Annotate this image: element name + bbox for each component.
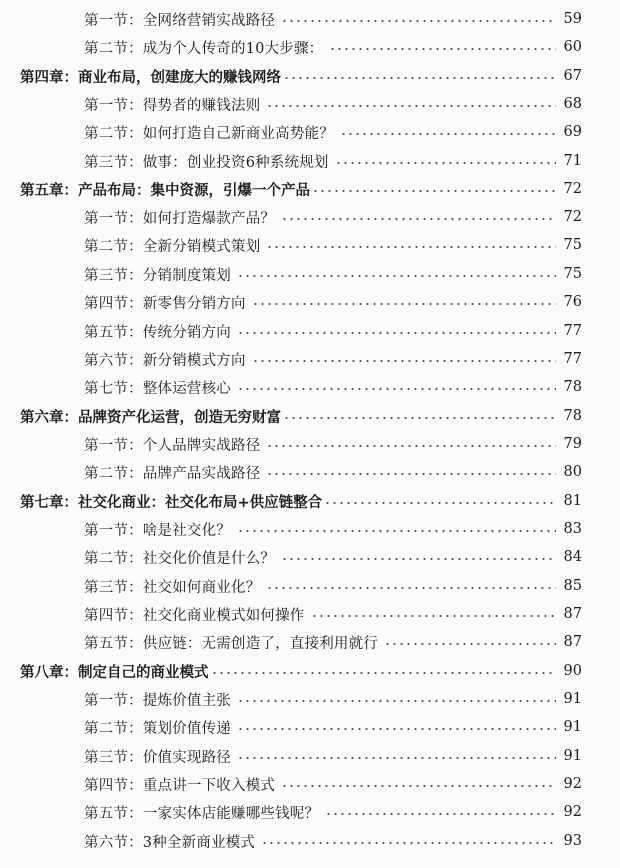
toc-section-row xyxy=(84,575,582,597)
page-number: 69 xyxy=(563,124,582,140)
toc-section-row xyxy=(84,206,582,228)
toc-section-row xyxy=(84,36,582,58)
page-number: 60 xyxy=(563,39,582,55)
toc-section-row xyxy=(84,263,582,285)
page-number: 91 xyxy=(563,748,582,764)
section-title: 第五节：传统分销方向 xyxy=(84,324,231,341)
toc-chapter-row xyxy=(20,405,582,427)
page-number: 67 xyxy=(563,68,582,84)
toc-section-row xyxy=(84,603,582,625)
page-number: 75 xyxy=(563,266,582,282)
page-number: 91 xyxy=(563,691,582,707)
page-number: 76 xyxy=(563,294,582,310)
page-number: 85 xyxy=(563,578,582,594)
dot-leader xyxy=(261,842,555,844)
toc-section-row xyxy=(84,93,582,115)
chapter-title: 第五章：产品布局：集中资源，引爆一个产品 xyxy=(20,182,310,199)
section-title: 第一节：如何打造爆款产品？ xyxy=(84,210,276,227)
page-number: 79 xyxy=(563,436,582,452)
section-title: 第一节：啥是社交化？ xyxy=(84,522,231,539)
page-number: 59 xyxy=(563,11,582,27)
section-title: 第一节：全网络营销实战路径 xyxy=(84,12,276,29)
section-title: 第三节：分销制度策划 xyxy=(84,267,231,284)
page-number: 93 xyxy=(563,833,582,849)
toc-section-row xyxy=(84,745,582,767)
page-number: 72 xyxy=(563,209,582,225)
page-number: 78 xyxy=(563,408,582,424)
section-title: 第二节：全新分销模式策划 xyxy=(84,238,261,255)
page-number: 71 xyxy=(563,153,582,169)
page-number: 87 xyxy=(563,634,582,650)
toc-chapter-row xyxy=(20,178,582,200)
dot-leader xyxy=(325,813,555,815)
toc-section-row xyxy=(84,773,582,795)
section-title: 第四节：新零售分销方向 xyxy=(84,295,246,312)
toc-section-row xyxy=(84,376,582,398)
section-title: 第一节：提炼价值主张 xyxy=(84,692,231,709)
page-number: 72 xyxy=(563,181,582,197)
dot-leader xyxy=(252,360,556,362)
section-title: 第一节：得势者的赚钱法则 xyxy=(84,97,261,114)
section-title: 第六节：3种全新商业模式 xyxy=(84,834,256,851)
section-title: 第六节：新分销模式方向 xyxy=(84,352,246,369)
section-title: 第三节：价值实现路径 xyxy=(84,749,231,766)
toc-section-row xyxy=(84,461,582,483)
toc-section-row xyxy=(84,348,582,370)
section-title: 第四节：重点讲一下收入模式 xyxy=(84,777,276,794)
dot-leader xyxy=(237,530,556,532)
dot-leader xyxy=(324,502,555,504)
toc-section-row xyxy=(84,291,582,313)
dot-leader xyxy=(340,133,556,135)
page-number: 77 xyxy=(563,323,582,339)
page-number: 75 xyxy=(563,237,582,253)
section-title: 第三节：社交如何商业化？ xyxy=(84,579,261,596)
toc-section-row xyxy=(84,546,582,568)
dot-leader xyxy=(266,105,555,107)
page-number: 91 xyxy=(563,719,582,735)
dot-leader xyxy=(266,587,555,589)
toc-section-row xyxy=(84,121,582,143)
dot-leader xyxy=(312,190,556,192)
page-number: 92 xyxy=(563,804,582,820)
section-title: 第二节：如何打造自己新商业高势能？ xyxy=(84,125,334,142)
dot-leader xyxy=(281,558,555,560)
toc-section-row xyxy=(84,8,582,30)
dot-leader xyxy=(311,615,556,617)
dot-leader xyxy=(266,246,555,248)
section-title: 第二节：社交化价值是什么？ xyxy=(84,550,276,567)
section-title: 第五节：一家实体店能赚哪些钱呢？ xyxy=(84,805,320,822)
dot-leader xyxy=(384,643,556,645)
dot-leader xyxy=(281,20,555,22)
dot-leader xyxy=(266,473,555,475)
toc-section-row xyxy=(84,801,582,823)
chapter-title: 第七章：社交化商业：社交化布局+供应链整合 xyxy=(20,494,323,511)
toc-section-row xyxy=(84,631,582,653)
dot-leader xyxy=(237,332,556,334)
dot-leader xyxy=(237,388,556,390)
dot-leader xyxy=(283,77,556,79)
dot-leader xyxy=(237,700,556,702)
section-title: 第三节：做事：创业投资6种系统规划 xyxy=(84,154,329,171)
toc-section-row xyxy=(84,433,582,455)
toc-section-row xyxy=(84,518,582,540)
dot-leader xyxy=(237,728,556,730)
dot-leader xyxy=(329,48,555,50)
chapter-title: 第八章：制定自己的商业模式 xyxy=(20,664,209,681)
dot-leader xyxy=(211,672,556,674)
section-title: 第一节：个人品牌实战路径 xyxy=(84,437,261,454)
page-number: 68 xyxy=(563,96,582,112)
page-number: 90 xyxy=(563,663,582,679)
page-number: 80 xyxy=(563,464,582,480)
toc-section-row xyxy=(84,150,582,172)
section-title: 第七节：整体运营核心 xyxy=(84,380,231,397)
page-number: 78 xyxy=(563,379,582,395)
toc-section-row xyxy=(84,830,582,852)
dot-leader xyxy=(237,757,556,759)
page-number: 77 xyxy=(563,351,582,367)
section-title: 第二节：品牌产品实战路径 xyxy=(84,465,261,482)
chapter-title: 第四章：商业布局，创建庞大的赚钱网络 xyxy=(20,69,281,86)
dot-leader xyxy=(281,785,555,787)
page-number: 81 xyxy=(563,493,582,509)
page-number: 83 xyxy=(563,521,582,537)
dot-leader xyxy=(281,218,555,220)
toc-chapter-row xyxy=(20,65,582,87)
page-number: 84 xyxy=(563,549,582,565)
toc-chapter-row xyxy=(20,660,582,682)
page-number: 87 xyxy=(563,606,582,622)
toc-section-row xyxy=(84,716,582,738)
section-title: 第五节：供应链：无需创造了，直接利用就行 xyxy=(84,635,378,652)
page-number: 92 xyxy=(563,776,582,792)
toc-section-row xyxy=(84,234,582,256)
section-title: 第四节：社交化商业模式如何操作 xyxy=(84,607,305,624)
toc-section-row xyxy=(84,320,582,342)
dot-leader xyxy=(252,303,556,305)
toc-section-row xyxy=(84,688,582,710)
dot-leader xyxy=(283,417,556,419)
dot-leader xyxy=(266,445,555,447)
toc-chapter-row xyxy=(20,490,582,512)
section-title: 第二节：策划价值传递 xyxy=(84,720,231,737)
dot-leader xyxy=(335,162,556,164)
section-title: 第二节：成为个人传奇的10大步骤： xyxy=(84,40,324,57)
dot-leader xyxy=(237,275,556,277)
chapter-title: 第六章：品牌资产化运营，创造无穷财富 xyxy=(20,409,281,426)
